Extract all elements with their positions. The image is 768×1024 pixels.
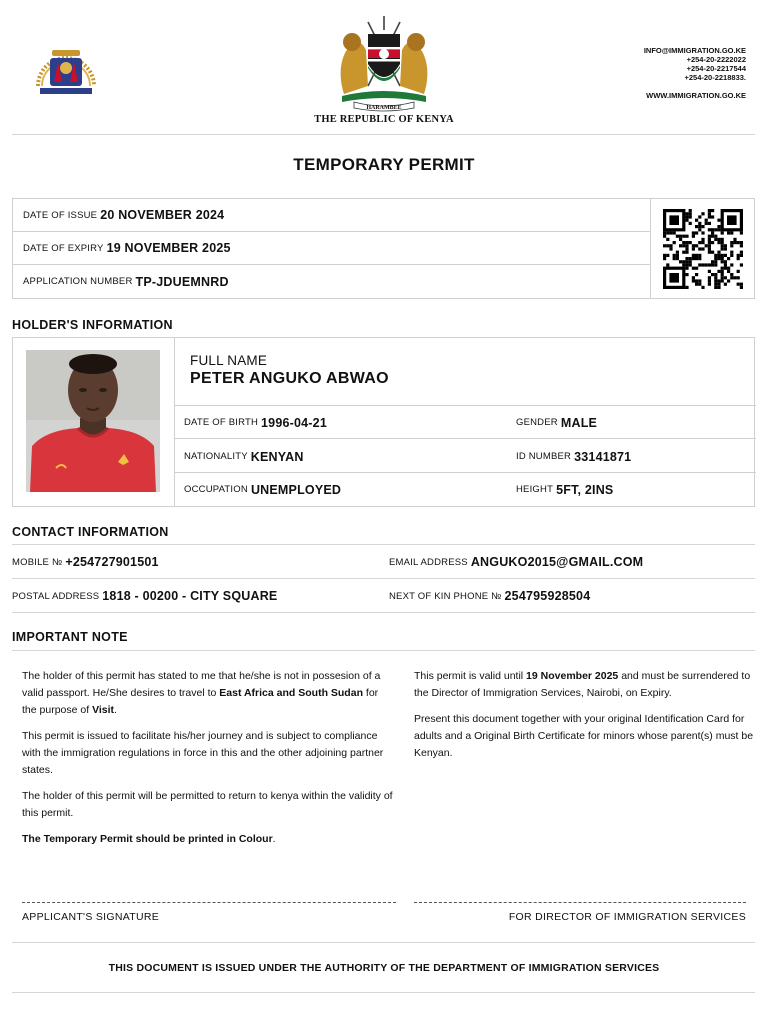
note-text: . bbox=[114, 704, 117, 716]
id-number-value: 33141871 bbox=[574, 449, 632, 464]
holder-row bbox=[175, 440, 756, 473]
divider bbox=[12, 942, 755, 943]
holder-photo bbox=[26, 350, 160, 492]
issuer-contact bbox=[644, 46, 746, 100]
document-header bbox=[0, 0, 768, 134]
date-of-issue-row bbox=[13, 199, 650, 232]
date-of-expiry-row bbox=[13, 232, 650, 265]
note-paragraph bbox=[414, 668, 754, 702]
divider bbox=[12, 650, 755, 651]
date-of-expiry-label: DATE OF EXPIRY bbox=[23, 242, 104, 254]
full-name-label: FULL NAME bbox=[190, 353, 268, 368]
holder-info-box bbox=[12, 337, 755, 507]
gender-field bbox=[516, 406, 597, 439]
dob-field bbox=[184, 406, 327, 439]
note-paragraph: This permit is issued to facilitate his/her journey and is subject to compliance with the immigration regulations in force in this and the other adjoining partner states. bbox=[22, 730, 384, 776]
email-field bbox=[389, 545, 643, 579]
issuer-email: INFO@IMMIGRATION.GO.KE bbox=[643, 46, 746, 55]
holder-details-grid bbox=[174, 338, 755, 506]
postal-address-field bbox=[12, 579, 277, 613]
issuer-phone: +254-20-2217544 bbox=[686, 64, 746, 73]
height-field bbox=[516, 473, 613, 506]
next-of-kin-value: 254795928504 bbox=[504, 589, 591, 603]
holder-section-title: HOLDER'S INFORMATION bbox=[12, 318, 173, 332]
divider bbox=[12, 612, 755, 613]
occupation-label: OCCUPATION bbox=[184, 484, 248, 495]
date-of-expiry-value: 19 NOVEMBER 2025 bbox=[106, 241, 231, 255]
email-value: ANGUKO2015@GMAIL.COM bbox=[470, 555, 644, 569]
mobile-value: +254727901501 bbox=[65, 555, 159, 569]
notes-right-column bbox=[414, 668, 754, 771]
contact-row bbox=[12, 544, 755, 578]
important-note-title: IMPORTANT NOTE bbox=[12, 630, 128, 644]
notes-left-column bbox=[22, 668, 394, 857]
next-of-kin-field bbox=[389, 579, 590, 613]
contact-row bbox=[12, 578, 755, 612]
date-of-issue-value: 20 NOVEMBER 2024 bbox=[100, 208, 225, 222]
director-signature-label: FOR DIRECTOR OF IMMIGRATION SERVICES bbox=[508, 911, 746, 923]
immigration-emblem-icon bbox=[28, 38, 104, 102]
permit-details-box bbox=[12, 198, 755, 299]
director-signature-line bbox=[414, 902, 746, 903]
coat-of-arms-icon bbox=[328, 16, 440, 114]
note-paragraph bbox=[22, 668, 394, 719]
next-of-kin-label: NEXT OF KIN PHONE № bbox=[389, 590, 502, 602]
application-number-row bbox=[13, 265, 650, 298]
qr-code-cell bbox=[650, 199, 755, 298]
note-paragraph: Present this document together with your original Identification Card for adults and a Original Birth Certificate for minors whose parent(s) must be Kenyan. bbox=[414, 713, 754, 759]
qr-code-icon bbox=[661, 209, 745, 289]
full-name-cell bbox=[175, 338, 756, 406]
occupation-value: UNEMPLOYED bbox=[250, 482, 342, 497]
full-name-value: PETER ANGUKO ABWAO bbox=[190, 370, 389, 387]
height-label: HEIGHT bbox=[516, 484, 554, 495]
issuer-website: WWW.IMMIGRATION.GO.KE bbox=[646, 91, 746, 100]
email-label: EMAIL ADDRESS bbox=[389, 556, 468, 568]
note-text: for the purpose of bbox=[22, 687, 379, 716]
emblem-motto: HARAMBEE bbox=[366, 105, 402, 111]
destination-text: East Africa and South Sudan bbox=[219, 687, 363, 699]
note-paragraph: The holder of this permit will be permitted to return to kenya within the validity of this permit. bbox=[22, 790, 393, 819]
postal-address-label: POSTAL ADDRESS bbox=[12, 590, 100, 602]
gender-label: GENDER bbox=[516, 417, 558, 428]
dob-value: 1996-04-21 bbox=[261, 415, 327, 430]
divider bbox=[12, 992, 755, 993]
note-paragraph bbox=[22, 831, 394, 848]
dob-label: DATE OF BIRTH bbox=[184, 417, 259, 428]
issuer-phone: +254-20-2218833. bbox=[684, 73, 746, 82]
issuer-phone: +254-20-2222022 bbox=[686, 55, 746, 64]
note-text: . bbox=[272, 833, 276, 845]
date-of-issue-label: DATE OF ISSUE bbox=[23, 209, 98, 221]
nationality-field bbox=[184, 440, 304, 473]
nationality-value: KENYAN bbox=[250, 449, 304, 464]
holder-row bbox=[175, 406, 756, 439]
applicant-signature-line bbox=[22, 902, 396, 903]
id-number-label: ID NUMBER bbox=[516, 451, 572, 462]
mobile-label: MOBILE № bbox=[12, 556, 63, 568]
republic-title: THE REPUBLIC OF KENYA bbox=[314, 114, 454, 125]
holder-row bbox=[175, 473, 756, 506]
gender-value: MALE bbox=[560, 415, 598, 430]
validity-date-text: 19 November 2025 bbox=[526, 670, 619, 682]
application-number-label: APPLICATION NUMBER bbox=[23, 276, 133, 287]
note-text: The holder of this permit has stated to me that he/she is not in possesion of a valid passport. He/She desires to travel to bbox=[22, 670, 381, 699]
document-title: TEMPORARY PERMIT bbox=[293, 155, 475, 174]
height-value: 5FT, 2INS bbox=[556, 482, 614, 497]
note-text: and must be surrendered to the Director of Immigration Services, Nairobi, on Expiry. bbox=[414, 670, 751, 699]
contact-section-title: CONTACT INFORMATION bbox=[12, 525, 169, 539]
application-number-value: TP-JDUEMNRD bbox=[135, 274, 229, 289]
authority-footer: THIS DOCUMENT IS ISSUED UNDER THE AUTHORITY OF THE DEPARTMENT OF IMMIGRATION SERVICES bbox=[108, 962, 660, 974]
applicant-signature-label: APPLICANT'S SIGNATURE bbox=[22, 911, 160, 923]
purpose-text: Visit bbox=[92, 704, 115, 716]
divider bbox=[12, 134, 755, 135]
occupation-field bbox=[184, 473, 341, 506]
id-number-field bbox=[516, 440, 631, 473]
note-text: This permit is valid until bbox=[414, 670, 527, 682]
mobile-field bbox=[12, 545, 159, 579]
postal-address-value: 1818 - 00200 - CITY SQUARE bbox=[102, 589, 278, 603]
portrait-image bbox=[26, 350, 160, 492]
colour-print-note: The Temporary Permit should be printed in Colour bbox=[22, 833, 273, 845]
nationality-label: NATIONALITY bbox=[184, 451, 248, 462]
